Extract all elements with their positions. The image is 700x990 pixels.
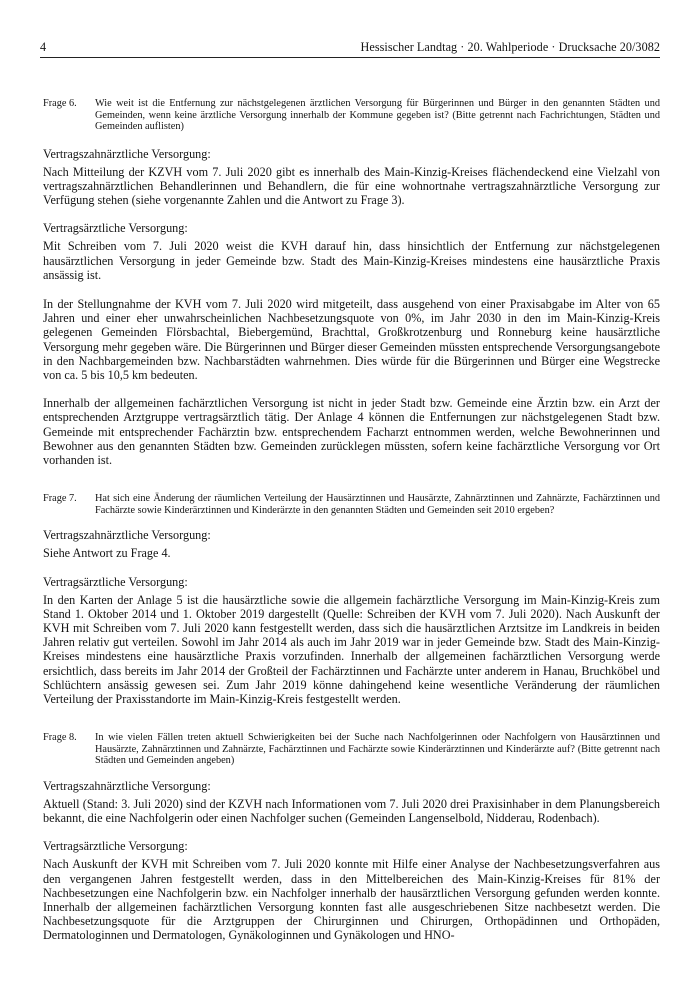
question-8 [43, 732, 660, 767]
page-header [40, 40, 660, 56]
running-title: Hessischer Landtag · 20. Wahlperiode · Drucksache 20/3082 [360, 40, 660, 54]
document-page [40, 40, 660, 943]
answer-paragraph: In den Karten der Anlage 5 ist die hausärztliche sowie die allgemein fachärztliche Versorgung im Main-Kinzig-Kreis zum Stand 1. Oktober 2014 und 1. Oktober 2019 dargestellt (Quelle: Schreiben der KVH vom 7. Juli 2020). Nach Auskunft der KVH mit Schreiben vom 7. Juli 2020 kann festgestellt werden, dass sich die hausärztlichen Arztsitze im Landkreis in beiden Jahren relativ gut verteilen. Sowohl im Jahr 2014 als auch im Jahr 2019 war in jeder Gemeinde bzw. Stadt des Main-Kinzig-Kreises mindestens eine hausärztliche Praxis vorzufinden. Innerhalb der allgemeinen fachärztlichen Versorgung werde ersichtlich, dass bereits im Jahr 2014 der Großteil der Fachärztinnen und Fachärzte unter anderem in Hanau, Bruchköbel und Schlüchtern ansässig gewesen sei. Zum Jahr 2019 könne dahingehend keine wesentliche Veränderung der räumlichen Verteilung der Praxisstandorte im Main-Kinzig-Kreis festgestellt werden. [43, 592, 660, 707]
section-heading: Vertragszahnärztliche Versorgung: [43, 779, 211, 794]
question-label: Frage 8. [43, 732, 77, 744]
answer-paragraph: Nach Auskunft der KVH mit Schreiben vom 7. Juli 2020 konnte mit Hilfe einer Analyse der Nachbesetzungsverfahren aus den vergangenen Jahren festgestellt werden, dass in den Mittelbereichen des Main-Kinzig-Kreises für 81% der Nachbesetzungen eine Nachfolgerin bzw. ein Nachfolger innerhalb der hausärztlichen Versorgung gefunden werden konnte. Innerhalb der allgemeinen fachärztlichen Versorgung konnten fast alle ausgeschriebenen Sitze nachbesetzt werden. Die Nachbesetzungsquote für die Arztgruppen der Chirurginnen und Chirurgen, Orthopädinnen und Orthopäden, Dermatologinnen und Dermatologen, Gynäkologinnen und Gynäkologen und HNO- [43, 857, 660, 943]
answer-paragraph: Aktuell (Stand: 3. Juli 2020) sind der KZVH nach Informationen vom 7. Juli 2020 drei Praxisinhaber in dem Planungsbereich bekannt, die eine Nachfolgerin oder einen Nachfolger suchen (Gemeinden Langenselbold, Nidderau, Rodenbach). [43, 797, 660, 826]
answer-paragraph: Nach Mitteilung der KZVH vom 7. Juli 2020 gibt es innerhalb des Main-Kinzig-Kreises flächendeckend eine Vielzahl von vertragszahnärztlichen Behandlerinnen und Behandlern, die für eine wohnortnahe vertragszahnärztliche Versorgung zur Verfügung stehen (siehe vorgenannte Zahlen und die Antwort zu Frage 3). [43, 164, 660, 208]
section-heading: Vertragszahnärztliche Versorgung: [43, 146, 211, 161]
question-7 [43, 493, 660, 516]
section-heading: Vertragsärztliche Versorgung: [43, 574, 188, 589]
question-label: Frage 7. [43, 493, 77, 505]
question-label: Frage 6. [43, 98, 77, 109]
page-number: 4 [40, 40, 47, 54]
question-text: Wie weit ist die Entfernung zur nächstgelegenen ärztlichen Versorgung für Bürgerinnen und Bürger in den genannten Städten und Gemeinden, wenn keine ärztliche Versorgung innerhalb der Kommune gegeben ist? (Bitte getrennt nach Fachrichtungen, Städten und Gemeinden auflisten) [95, 98, 660, 133]
section-heading: Vertragsärztliche Versorgung: [43, 221, 188, 236]
answer-paragraph: Innerhalb der allgemeinen fachärztlichen Versorgung ist nicht in jeder Stadt bzw. Gemeinde eine Ärztin bzw. ein Arzt der entsprechenden Arztgruppe vertragsärztlich tätig. Der Anlage 4 können die Entfernungen zur nächstgelegenen Stadt bzw. Gemeinde mit entsprechender Fachärztin bzw. entsprechendem Facharzt entnommen werden, welche Bewohnerinnen und Bewohner aus den genannten Städten bzw. Gemeinden zurücklegen müssten, sofern keine fachärztliche Versorgung vor Ort vorhanden ist. [43, 396, 660, 468]
header-rule [40, 57, 660, 58]
answer-paragraph: In der Stellungnahme der KVH vom 7. Juli 2020 wird mitgeteilt, dass ausgehend von einer Praxisabgabe im Alter von 65 Jahren und einer eher unwahrscheinlichen Nachbesetzungsquote von 0%, im Jahr 2030 in den im Main-Kinzig-Kreis gelegenen Gemeinden Flörsbachtal, Biebergemünd, Brachttal, Großkrotzenburg und Ronneburg keine hausärztliche Versorgung mehr gegeben wäre. Die Bürgerinnen und Bürger dieser Gemeinden müssten entsprechende Versorgungsangebote in den Nachbargemeinden bzw. Nachbarstädten wahrnehmen. Dies würde für die Bürgerinnen und Bürger eine Wegstrecke von ca. 5 bis 10,5 km bedeuten. [43, 297, 660, 383]
answer-paragraph: Siehe Antwort zu Frage 4. [43, 546, 171, 561]
question-text: Hat sich eine Änderung der räumlichen Verteilung der Hausärztinnen und Hausärzte, Zahnärztinnen und Zahnärzte, Fachärztinnen und Fachärzte sowie Kinderärztinnen und Kinderärzte in den genannten Städten und Gemeinden seit 2010 ergeben? [95, 493, 660, 516]
question-6 [43, 98, 660, 133]
answer-paragraph: Mit Schreiben vom 7. Juli 2020 weist die KVH darauf hin, dass hinsichtlich der Entfernung zur nächstgelegenen hausärztlichen Versorgung in jeder Gemeinde bzw. Stadt des Main-Kinzig-Kreises mindestens eine hausärztliche Praxis ansässig ist. [43, 239, 660, 282]
question-text: In wie vielen Fällen treten aktuell Schwierigkeiten bei der Suche nach Nachfolgerinnen oder Nachfolgern von Hausärztinnen und Hausärzte, Zahnärztinnen und Zahnärzte, Fachärztinnen und Fachärzte sowie Kinderärztinnen und Kinderärzte auf? (Bitte getrennt nach Städten und Gemeinden angeben) [95, 732, 660, 767]
section-heading: Vertragsärztliche Versorgung: [43, 839, 188, 854]
section-heading: Vertragszahnärztliche Versorgung: [43, 528, 211, 543]
